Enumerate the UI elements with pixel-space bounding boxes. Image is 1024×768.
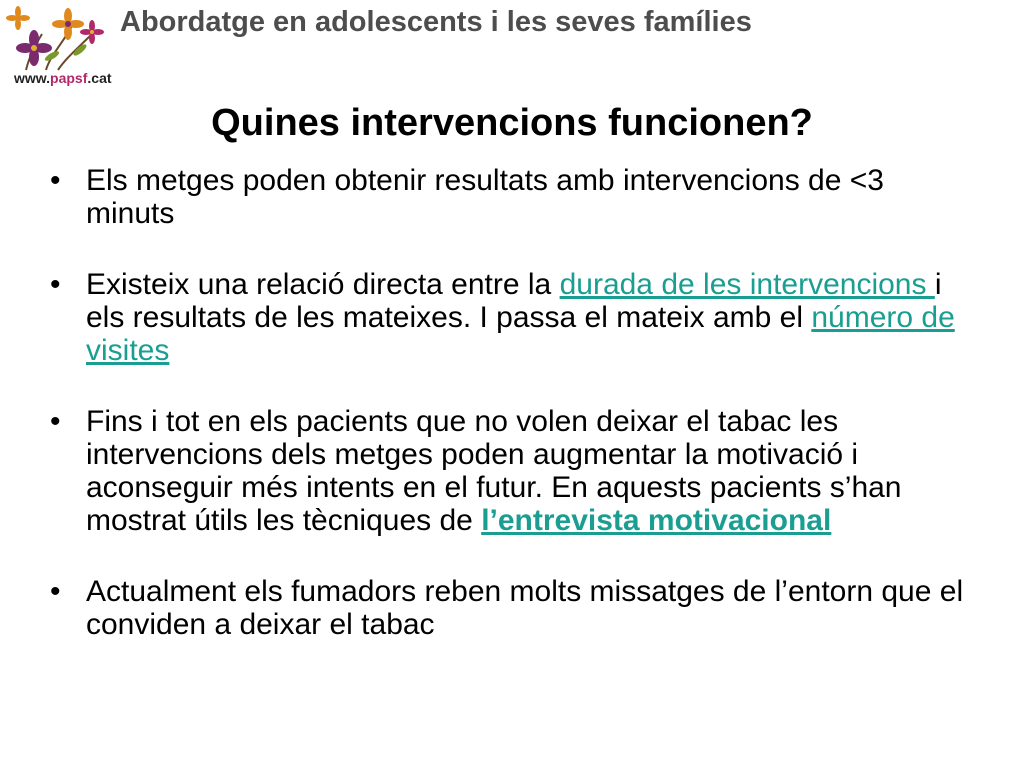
slide-title: Quines intervencions funcionen?	[211, 102, 813, 144]
bullet-text: Actualment els fumadors reben molts missatges de l’entorn que el conviden a deixar el tabac	[86, 575, 964, 641]
header-title: Abordatge en adolescents i les seves famílies	[120, 6, 752, 38]
bullet-list	[40, 164, 970, 679]
link-numero-visites[interactable]: número de visites	[86, 301, 955, 367]
bullet-text: Fins i tot en els pacients que no volen deixar el tabac les intervencions dels metges poden augmentar la motivació i aconseguir més intents en el futur. En aquests pacients s’han mostrat útils les tècniques de	[86, 405, 902, 537]
bullet-icon: •	[50, 268, 61, 301]
bullet-item	[40, 575, 970, 641]
bullet-text: i els resultats de les mateixes. I passa el mateix amb el	[86, 268, 942, 334]
bullet-text: Els metges poden obtenir resultats amb intervencions de <3 minuts	[86, 164, 884, 230]
papsf-logo	[6, 4, 114, 86]
link-entrevista-motivacional[interactable]: l’entrevista motivacional	[481, 504, 832, 537]
bullet-icon: •	[50, 164, 61, 197]
logo-url: www.papsf.cat	[14, 70, 112, 86]
link-durada-intervencions[interactable]: durada de les intervencions	[559, 268, 935, 301]
bullet-item	[40, 164, 970, 230]
bullet-text: Existeix una relació directa entre la	[86, 268, 560, 301]
bullet-item	[40, 268, 970, 367]
flowers-icon	[6, 4, 114, 74]
bullet-icon: •	[50, 575, 61, 608]
bullet-icon: •	[50, 405, 61, 438]
bullet-item	[40, 405, 970, 537]
